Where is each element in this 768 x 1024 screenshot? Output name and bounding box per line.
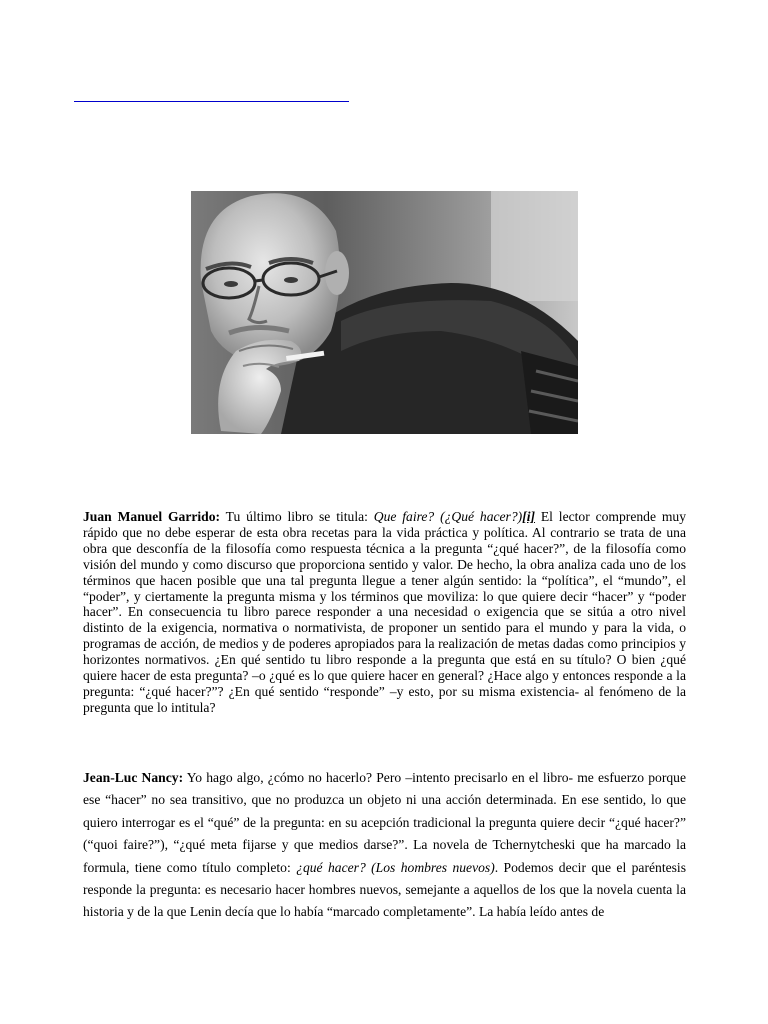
respondent-name: Jean-Luc Nancy: xyxy=(83,770,184,785)
interviewer-name: Juan Manuel Garrido: xyxy=(83,509,221,524)
portrait-photo xyxy=(191,191,578,434)
answer-text-intro: Yo hago algo, ¿cómo no hacerlo? Pero –intento precisarlo en el libro- me esfuerzo porque ese “hacer” no sea transitivo, que no produzca un objeto ni una acción determinada. En ese sentido, lo que quiero interrogar es el “qué” de la pregunta: en su acepción tradicional la pregunta quiere decir “¿qué hacer?” (“quoi faire?”), “¿qué meta fijarse y que medios darse?”. La novela de Tchernytcheski que ha marcado la formula, tiene como título completo: xyxy=(83,770,686,875)
answer-text-body: . Podemos decir que el paréntesis responde la pregunta: es necesario hacer hombres nuevos, semejante a aquellos de los que la novela cuenta la historia y de la que Lenin decía que lo había “marcado completamente”. La había leído antes de xyxy=(83,859,686,920)
book-title: Que faire? (¿Qué hacer?) xyxy=(373,509,523,524)
interview-answer xyxy=(83,767,686,924)
portrait-illustration xyxy=(191,191,578,434)
novel-title: ¿qué hacer? (Los hombres nuevos) xyxy=(296,859,495,875)
question-text-body: El lector comprende muy rápido que no debe esperar de esta obra recetas para la vida práctica y política. Al contrario se trata de una obra que desconfía de la filosofía como respuesta técnica a la pregunta “¿qué hacer?”, de la filosofía como visión del mundo y como discurso que proporciona sentido y valor. De hecho, la obra analiza cada uno de los términos que hacen posible que una tal pregunta llegue a tener algún sentido: la “política”, el “mundo”, el “poder”, y ciertamente la pregunta misma y los términos que moviliza: lo que quiere decir “hacer” y “poder hacer”. En consecuencia tu libro parece responder a una necesidad o exigencia que se sitúa a otro nivel distinto de la exigencia, normativa o normativista, de proponer un sentido para el mundo y para la vida, o programas de acción, de medios y de poderes apropiados para la realización de metas dadas como principios y horizontes normativos. ¿En qué sentido tu libro responde a la pregunta que está en su título? O bien ¿qué quiere hacer de esta pregunta? –o ¿qué es lo que quiere hacer en general? ¿Hace algo y entonces responde a la pregunta: “¿qué hacer?”? ¿En qué sentido “responde” –y esto, por su misma existencia- al fenómeno de la pregunta que lo intitula? xyxy=(83,509,686,715)
question-text-intro: Tu último libro se titula: xyxy=(220,509,374,524)
interview-question xyxy=(83,509,686,716)
footnote-link[interactable]: [i] xyxy=(522,509,536,524)
link-underline-rule[interactable] xyxy=(74,101,349,102)
